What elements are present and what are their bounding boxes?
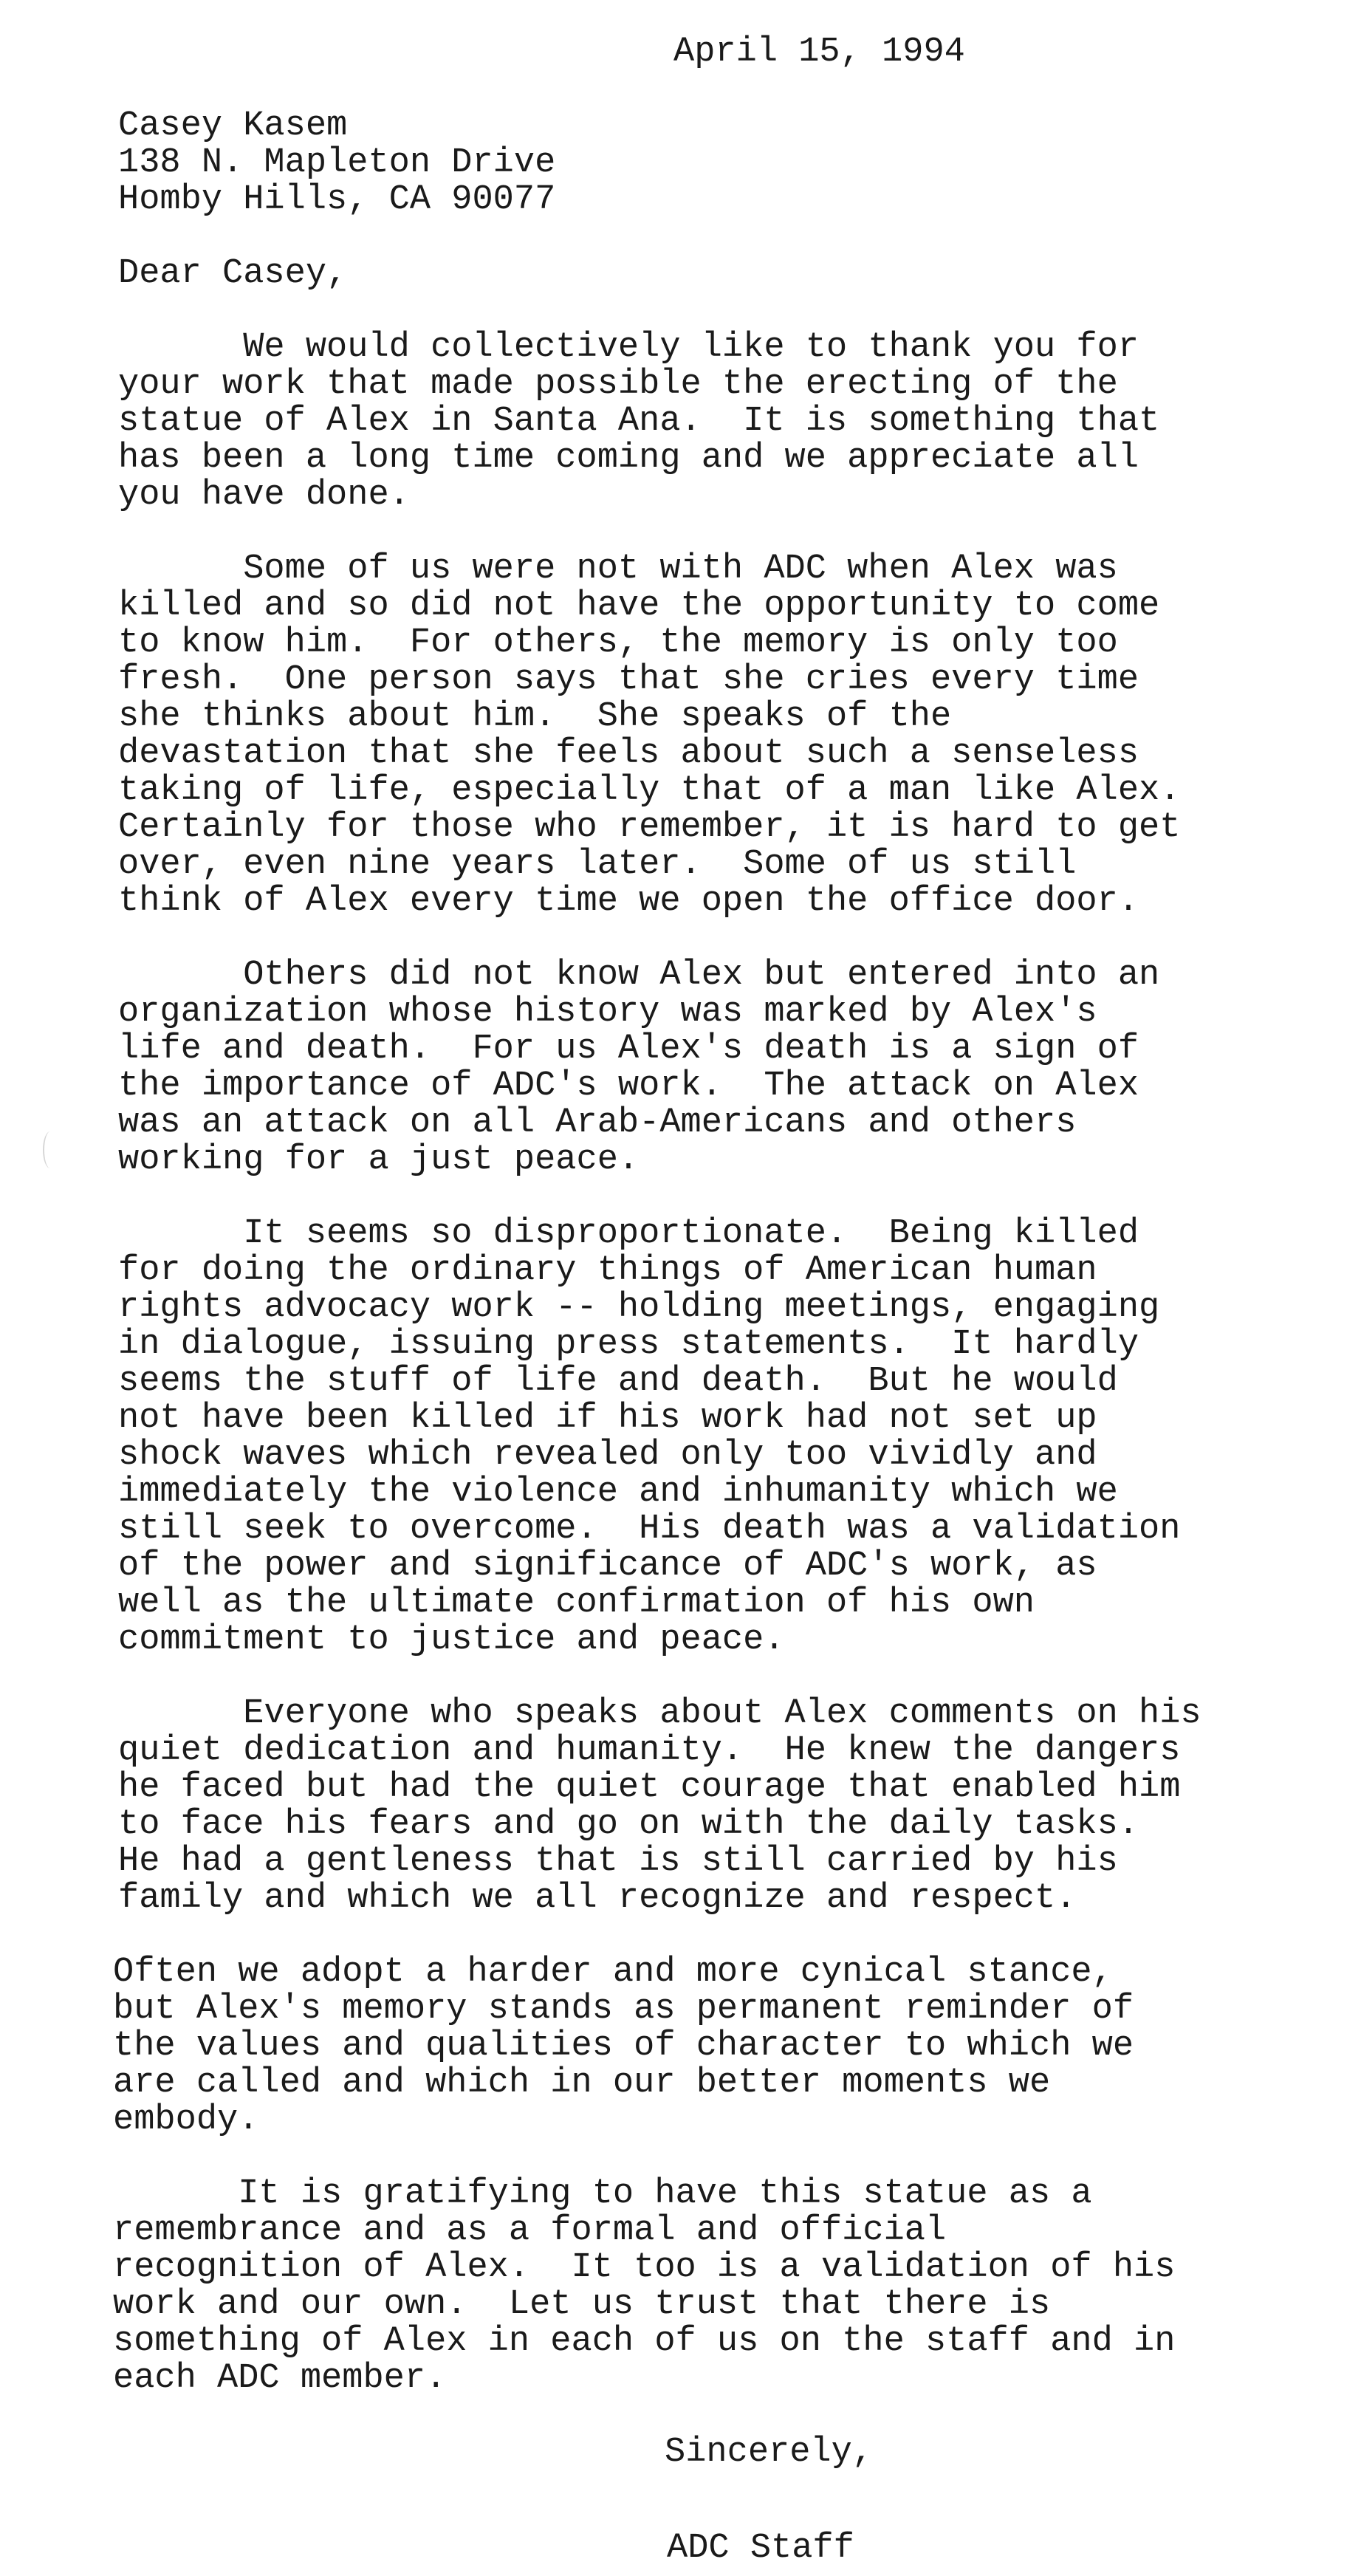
recipient-city: Homby Hills, CA 90077 [118, 180, 556, 219]
recipient-name: Casey Kasem [118, 106, 348, 145]
paragraph-memory: Some of us were not with ADC when Alex was killed and so did not have the opportunity to come to know him. For others, the memory is only too fresh. One person says that she cries every time she thinks about him. She speaks of the devastation that she feels about such a senseless taking of life, especially that of a man like Alex. Certainly for those who remember, it is hard to get over, even nine years later. Some of us still think of Alex every time we open the office door. [118, 549, 1181, 921]
signature: ADC Staff [667, 2529, 854, 2568]
paragraph-statue: It is gratifying to have this statue as a remembrance and as a formal and official recognition of Alex. It too is a validation of his work and our own. Let us trust that there is something of Alex in each of us on the staff and in each ADC member. [113, 2174, 1176, 2398]
recipient-street: 138 N. Mapleton Drive [118, 143, 556, 182]
paragraph-dedication: Everyone who speaks about Alex comments on his quiet dedication and humanity. He knew the dangers he faced but had the quiet courage that enabled him to face his fears and go on with the daily tasks. He had a gentleness that is still carried by his family and which we all recognize and respect. [118, 1694, 1201, 1918]
paragraph-thanks: We would collectively like to thank you for your work that made possible the erecting of the statue of Alex in Santa Ana. It is something that has been a long time coming and we appreciate all you have done. [118, 328, 1160, 515]
paragraph-reminder: Often we adopt a harder and more cynical stance, but Alex's memory stands as permanent reminder of the values and qualities of character to which we are called and which in our better moments we embody. [113, 1953, 1134, 2140]
paragraph-disproportionate: It seems so disproportionate. Being killed for doing the ordinary things of American human rights advocacy work -- holding meetings, engaging in dialogue, issuing press statements. It hardly seems the stuff of life and death. But he would not have been killed if his work had not set up shock waves which revealed only too vividly and immediately the violence and inhumanity which we still seek to overcome. His death was a validation of the power and significance of ADC's work, as well as the ultimate confirmation of his own commitment to justice and peace. [118, 1214, 1181, 1659]
letter-date: April 15, 1994 [673, 32, 965, 72]
scan-artifact-mark [43, 1131, 58, 1168]
salutation: Dear Casey, [118, 254, 348, 293]
paragraph-organization: Others did not know Alex but entered into an organization whose history was marked by Alex's life and death. For us Alex's death is a sign of the importance of ADC's work. The attack on Alex was an attack on all Arab-Americans and others working for a just peace. [118, 956, 1160, 1179]
closing: Sincerely, [665, 2433, 874, 2472]
